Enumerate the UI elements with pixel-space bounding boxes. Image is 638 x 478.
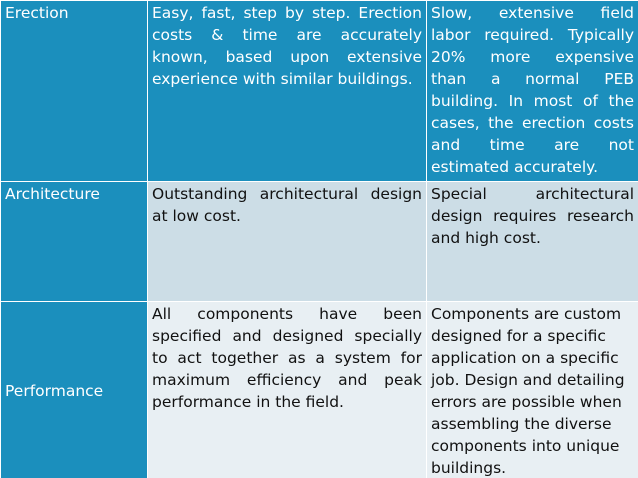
table-row-erection xyxy=(1,1,638,182)
architecture-col2-cell: Special architectural design requires research and high cost. xyxy=(427,182,638,302)
row-label-performance: Performance xyxy=(1,302,148,478)
erection-col2-cell: Slow, extensive field labor required. Typically 20% more expensive than a normal PEB building. In most of the cases, the erection costs and time are not estimated accurately. xyxy=(427,1,638,182)
table-row-architecture xyxy=(1,182,638,302)
performance-col1-cell: All components have been specified and designed specially to act together as a system for maximum efficiency and peak performance in the field. xyxy=(148,302,427,478)
table-row-performance xyxy=(1,302,638,478)
architecture-col1-cell: Outstanding architectural design at low cost. xyxy=(148,182,427,302)
row-label-erection: Erection xyxy=(1,1,148,182)
performance-col2-cell: Components are custom designed for a specific application on a specific job. Design and detailing errors are possible when assembling the diverse components into unique buildings. xyxy=(427,302,638,478)
erection-col1-cell: Easy, fast, step by step. Erection costs & time are accurately known, based upon extensive experience with similar buildings. xyxy=(148,1,427,182)
row-label-architecture: Architecture xyxy=(1,182,148,302)
